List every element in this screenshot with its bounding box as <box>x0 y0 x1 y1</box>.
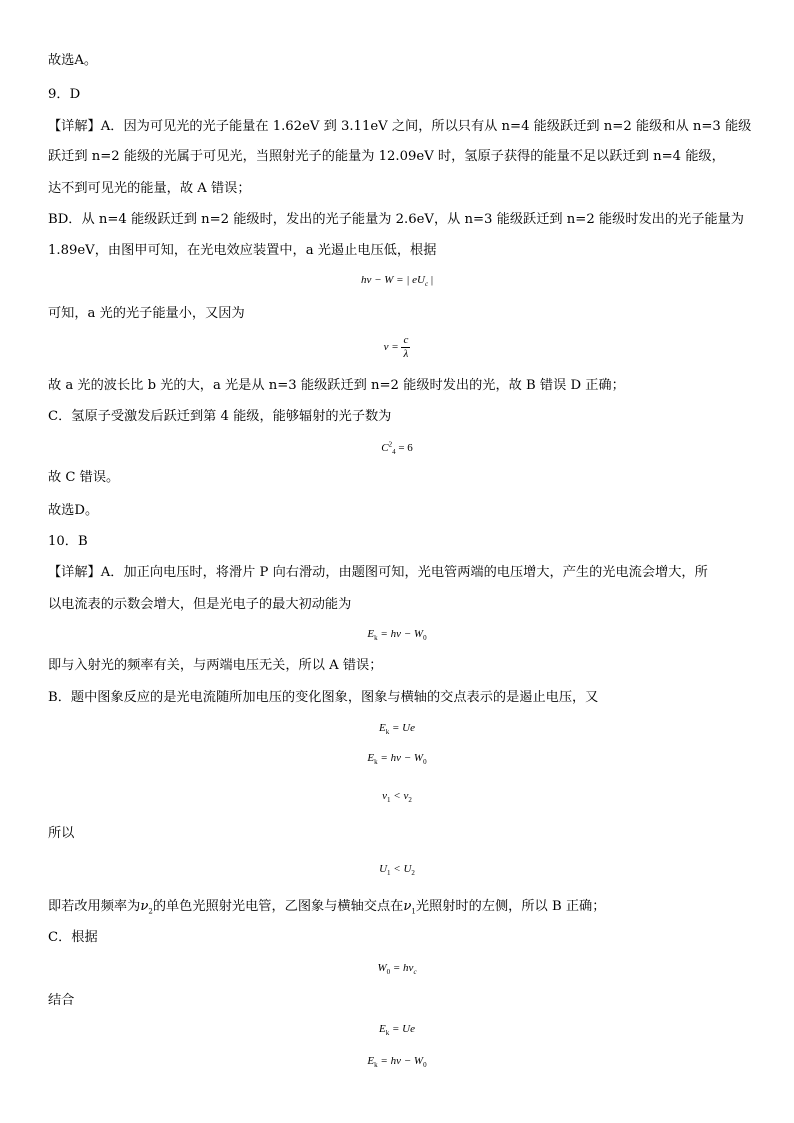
text-line: 结合 <box>48 993 75 1008</box>
equation-frequency-inequality: $\nu_1 < \nu_2$ <box>382 790 412 805</box>
text-line: 【详解】A．加正向电压时，将滑片 P 向右滑动，由题图可知，光电管两端的电压增大，产生的光电流会增大，所 <box>48 565 708 580</box>
text-line: 可知，a 光的光子能量小，又因为 <box>48 306 245 321</box>
text-line: 故 a 光的波长比 b 光的大，a 光是从 n=3 能级跃迁到 n=2 能级时发出的光，故 B 错误 D 正确； <box>48 378 625 393</box>
text-line: 达不到可见光的能量，故 A 错误； <box>48 181 251 196</box>
question-10-answer: 10．B <box>48 534 88 549</box>
text-line: B．题中图象反应的是光电流随所加电压的变化图象，图象与横轴的交点表示的是遏止电压，又 <box>48 690 599 705</box>
equation-frequency: ν = $\frac{c}{\lambda}$ <box>383 334 409 360</box>
text-line: 【详解】A．因为可见光的光子能量在 1.62eV 到 3.11eV 之间，所以只有从 n=4 能级跃迁到 n=2 能级和从 n=3 能级 <box>48 119 752 134</box>
text-line: 跃迁到 n=2 能级的光属于可见光，当照射光子的能量为 12.09eV 时，氢原子获得的能量不足以跃迁到 n=4 能级， <box>48 149 725 164</box>
text-line: 故选A。 <box>48 53 98 68</box>
equation-photoelectric: hν − W = | $eU_c$ | <box>360 274 434 289</box>
equation-energy-voltage: $E_k = Ue$ <box>379 722 415 737</box>
equation-energy-voltage: $E_k = Ue$ <box>379 1023 415 1038</box>
equation-kinetic-energy: $E_k = h\nu - W_0$ <box>367 628 427 643</box>
text-line: BD．从 n=4 能级跃迁到 n=2 能级时，发出的光子能量为 2.6eV，从 n=3 能级跃迁到 n=2 能级时发出的光子能量为 <box>48 212 744 227</box>
fraction: $\frac{c}{\lambda}$ <box>403 334 409 360</box>
equation-kinetic-energy: $E_k = h\nu - W_0$ <box>367 1055 427 1070</box>
text-line: 所以 <box>48 826 75 841</box>
text-line: 故 C 错误。 <box>48 470 120 485</box>
text-line: C．根据 <box>48 930 98 945</box>
equation-work-function: $W_0 = h\nu_c$ <box>377 962 417 977</box>
text-line: C．氢原子受激发后跃迁到第 4 能级，能够辐射的光子数为 <box>48 409 392 424</box>
text-line: 1.89eV，由图甲可知，在光电效应装置中，a 光遏止电压低，根据 <box>48 243 437 258</box>
equation-combination: $C^2_4 = 6$ <box>381 440 413 457</box>
question-9-answer: 9．D <box>48 87 81 102</box>
text-line: 故选D。 <box>48 503 99 518</box>
text-line: 即与入射光的频率有关，与两端电压无关，所以 A 错误； <box>48 658 383 673</box>
text-line: 即若改用频率为$\nu_2$的单色光照射光电管，乙图象与横轴交点在$\nu_1$光照射时的左侧，所以 B 正确； <box>48 899 606 916</box>
equation-kinetic-energy: $E_k = h\nu - W_0$ <box>367 752 427 767</box>
text-line: 以电流表的示数会增大，但是光电子的最大初动能为 <box>48 597 352 612</box>
equation-voltage-inequality: $U_1 < U_2$ <box>379 863 415 878</box>
